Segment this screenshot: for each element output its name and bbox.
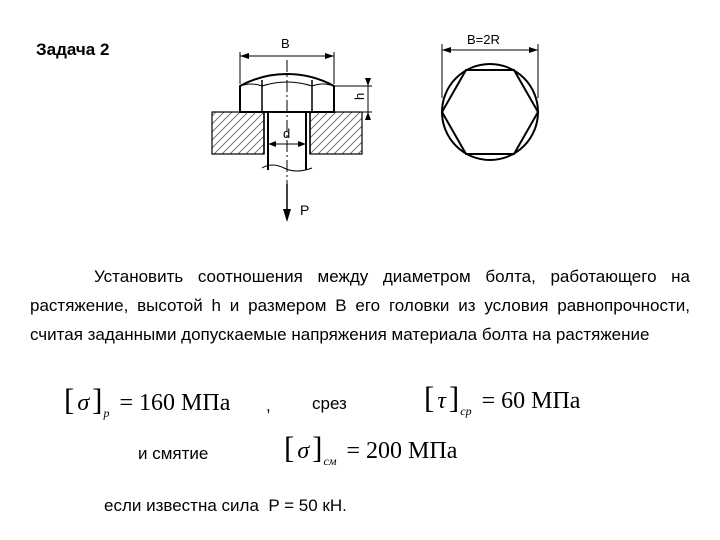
bolt-drawing <box>0 0 720 250</box>
formula-subscript: р <box>103 406 110 420</box>
comma: , <box>266 396 271 415</box>
formula-equals: = <box>481 388 496 414</box>
formula-shear <box>424 380 580 419</box>
formula-unit: МПа <box>181 390 231 416</box>
formula-unit: МПа <box>408 438 458 464</box>
problem-statement: Установить соотношения между диаметром болта, работающего на растяжение, высотой h и размером B его головки из условия равнопрочности, считая заданными допускаемые напряжения материала болта на растяжение <box>30 267 690 344</box>
bracket-right: ] <box>448 380 460 415</box>
bracket-right: ] <box>312 430 323 465</box>
formula-value: 60 <box>501 388 526 414</box>
label-h: h <box>352 92 367 100</box>
bracket-left: [ <box>284 430 295 465</box>
label-p: P <box>300 202 310 218</box>
bracket-left: [ <box>424 380 435 415</box>
formula-value: 160 <box>139 390 176 416</box>
bracket-right: ] <box>92 382 103 417</box>
force-arrow <box>283 184 309 222</box>
formula-unit: МПа <box>531 388 581 414</box>
formula-symbol: σ <box>297 438 310 464</box>
formula-crush <box>284 430 457 469</box>
shear-label: срез <box>312 394 347 413</box>
formula-equals: = <box>119 390 134 416</box>
formula-value: 200 <box>366 438 403 464</box>
bracket-left: [ <box>64 382 75 417</box>
formula-symbol: σ <box>77 390 90 416</box>
formula-subscript: см <box>323 454 337 468</box>
label-b2r: B=2R <box>467 32 500 47</box>
hexagon-head-view <box>442 32 538 160</box>
crush-label: и смятие <box>138 444 209 463</box>
formula-tension <box>64 382 230 421</box>
formula-subscript: ср <box>460 404 472 418</box>
formula-equals: = <box>346 438 361 464</box>
formula-symbol: τ <box>437 388 446 414</box>
task-title: Задача 2 <box>36 40 110 59</box>
label-b: B <box>281 36 290 51</box>
force-condition: если известна сила P = 50 кН. <box>104 496 347 515</box>
label-d: d <box>283 126 291 141</box>
dimension-d <box>268 126 306 147</box>
